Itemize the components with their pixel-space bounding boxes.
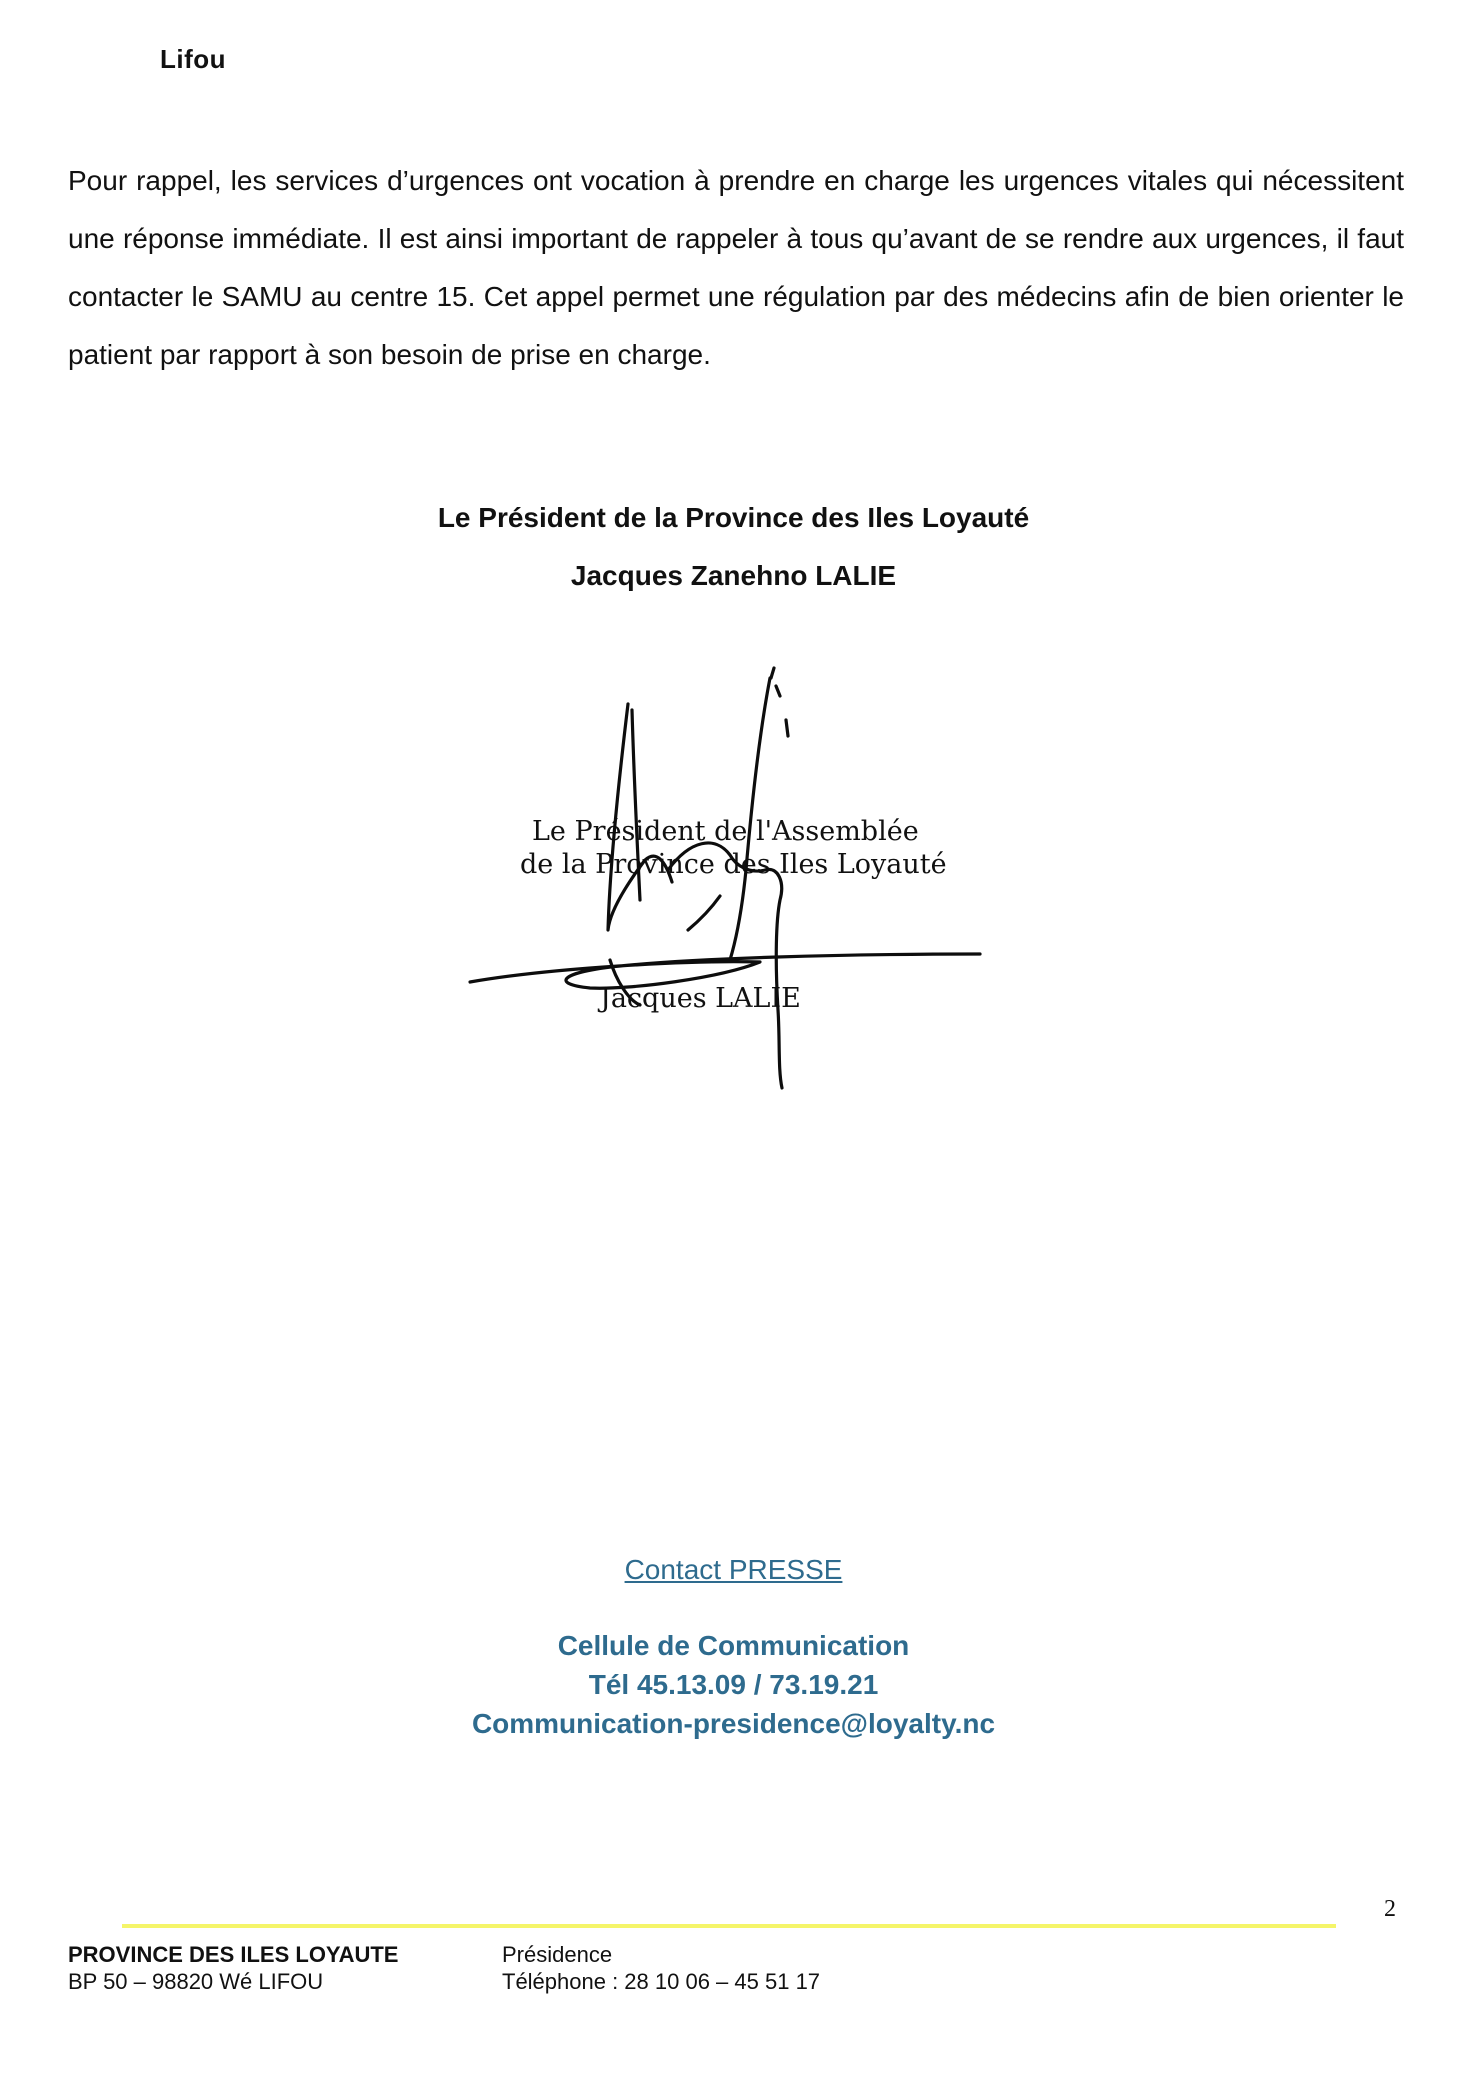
footer-address-block — [68, 1941, 398, 1995]
stamp-line-1: Le Président de l'Assemblée — [532, 816, 919, 847]
stamp-line-2: de la Province des Iles Loyauté — [520, 849, 947, 880]
signatory-title: Le Président de la Province des Iles Loyauté — [437, 502, 1030, 533]
footer-address: BP 50 – 98820 Wé LIFOU — [68, 1969, 324, 1994]
body-paragraph: Pour rappel, les services d’urgences ont vocation à prendre en charge les urgences vitales qui nécessitent une réponse immédiate. Il est ainsi important de rappeler à tous qu’avant de se rendre aux urgences, il faut contacter le SAMU au centre 15. Cet appel permet une régulation par des médecins afin de bien orienter le patient par rapport à son besoin de prise en charge. — [68, 165, 1404, 370]
contact-cell: Cellule de Communication — [557, 1630, 910, 1661]
page-number: 2 — [1384, 1896, 1396, 1922]
footer-department: Présidence — [502, 1942, 613, 1967]
section-heading: Lifou — [160, 44, 227, 74]
handwritten-signature — [460, 660, 1000, 1100]
contact-presse-link[interactable]: Contact PRESSE — [624, 1554, 843, 1585]
footer-phone: Téléphone : 28 10 06 – 45 51 17 — [502, 1969, 821, 1994]
stamp-name: Jacques LALIE — [600, 983, 801, 1014]
footer-org-name: PROVINCE DES ILES LOYAUTE — [68, 1942, 399, 1967]
contact-phone: Tél 45.13.09 / 73.19.21 — [588, 1669, 879, 1700]
signatory-name: Jacques Zanehno LALIE — [570, 560, 897, 591]
footer-contact-block — [502, 1941, 820, 1995]
contact-email-link[interactable]: Communication-presidence@loyalty.nc — [471, 1708, 996, 1739]
footer-divider — [122, 1924, 1336, 1928]
